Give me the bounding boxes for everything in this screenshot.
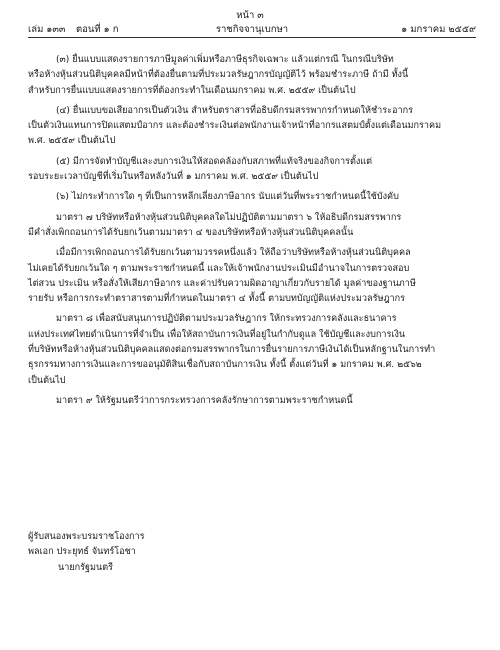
section-8-line-3: ที่บริษัทหรือห้างหุ้นส่วนนิติบุคคลแสดงต่อกรมสรรพากรในการยื่นรายการภาษีเงินได้เป็นหลักฐานในการทำ (28, 345, 436, 356)
section-8-line-2: แห่งประเทศไทยดำเนินการที่จำเป็น เพื่อให้สถาบันการเงินที่อยู่ในกำกับดูแล ใช้บัญชีและงบการเงิน (28, 329, 406, 340)
publication-date: ๑ มกราคม ๒๕๕๙ (401, 24, 476, 35)
clause-6 (28, 190, 476, 205)
section-8 (28, 312, 476, 388)
clause-3-line-1: (๓) ยื่นแบบแสดงรายการภาษีมูลค่าเพิ่มหรือภาษีธุรกิจเฉพาะ แล้วแต่กรณี ในกรณีบริษัท (56, 55, 394, 65)
section-7 (28, 211, 476, 242)
header-divider (28, 37, 476, 38)
section-9-line-1: มาตรา ๙ ให้รัฐมนตรีว่าการกระทรวงการคลังรักษาการตามพระราชกำหนดนี้ (56, 395, 353, 406)
section-7-p2-line-1: เมื่อมีการเพิกถอนการได้รับยกเว้นตามวรรคหนึ่งแล้ว ให้ถือว่าบริษัทหรือห้างหุ้นส่วนนิติบุคคล (56, 248, 411, 259)
clause-4-line-2: เป็นตัวเงินแทนการปิดแสตมป์อากร และต้องชำระเงินต่อพนักงานเจ้าหน้าที่อากรแสตมป์ตั้งแต่เดือนมกราคม (28, 121, 442, 132)
clause-3-line-3: สำหรับการยื่นแบบแสดงรายการที่ต้องกระทำในเดือนมกราคม พ.ศ. ๒๕๕๙ เป็นต้นไป (28, 85, 356, 96)
clause-4-line-1: (๔) ยื่นแบบขอเสียอากรเป็นตัวเงิน สำหรับตราสารที่อธิบดีกรมสรรพากรกำหนดให้ชำระอากร (56, 105, 414, 116)
section-8-line-5: เป็นต้นไป (28, 375, 66, 386)
clause-5-line-1: (๕) มีการจัดทำบัญชีและงบการเงินให้สอดคล้องกับสภาพที่แท้จริงของกิจการตั้งแต่ (56, 156, 373, 167)
section-8-line-4: ธุรกรรมทางการเงินและการขออนุมัติสินเชื่อกับสถาบันการเงิน ทั้งนี้ ตั้งแต่วันที่ ๑ มกราคม พ.ศ. ๒๕๖๒ (28, 360, 422, 371)
signatory-name: พลเอก ประยุทธ์ จันทร์โอชา (28, 547, 136, 558)
clause-6-line-1: (๖) ไม่กระทำการใด ๆ ที่เป็นการหลีกเลี่ยงภาษีอากร นับแต่วันที่พระราชกำหนดนี้ใช้บังคับ (56, 192, 399, 203)
publication-title: ราชกิจจานุเบกษา (215, 24, 289, 35)
countersign-label: ผู้รับสนองพระบรมราชโองการ (28, 532, 145, 542)
signoff-block (28, 530, 145, 576)
gazette-header (28, 22, 476, 36)
section-7-p2-line-2: ไม่เคยได้รับยกเว้นใด ๆ ตามพระราชกำหนดนี้ และให้เจ้าพนักงานประเมินมีอำนาจในการตรวจสอบ (28, 263, 410, 274)
section-7-p2-line-4: รายรับ หรือการกระทำตราสารตามที่กำหนดในมาตรา ๔ ทั้งนี้ ตามบทบัญญัติแห่งประมวลรัษฎากร (28, 294, 406, 305)
signatory-title: นายกรัฐมนตรี (58, 562, 114, 573)
document-body (28, 53, 476, 414)
section-7-paragraph-2 (28, 246, 476, 307)
clause-4 (28, 104, 476, 150)
section-7-line-2: มีคำสั่งเพิกถอนการได้รับยกเว้นตามมาตรา ๔ ของบริษัทหรือห้างหุ้นส่วนนิติบุคคลนั้น (28, 227, 354, 238)
section-label: ตอนที่ ๑ ก (76, 24, 119, 35)
clause-5 (28, 155, 476, 186)
section-7-p2-line-3: ไต่สวน ประเมิน หรือสั่งให้เสียภาษีอากร และค่าปรับความผิดอาญาเกี่ยวกับรายได้ มูลค่าของฐานภาษี (28, 278, 416, 289)
clause-3 (28, 53, 476, 99)
section-8-line-1: มาตรา ๘ เพื่อสนับสนุนการปฏิบัติตามประมวลรัษฎากร ให้กระทรวงการคลังและธนาคาร (56, 314, 397, 325)
page-number: หน้า ๓ (236, 10, 264, 21)
clause-5-line-2: รอบระยะเวลาบัญชีที่เริ่มในหรือหลังวันที่ ๑ มกราคม พ.ศ. ๒๕๕๙ เป็นต้นไป (28, 172, 319, 183)
clause-3-line-2: หรือห้างหุ้นส่วนนิติบุคคลมีหน้าที่ต้องยื่นตามที่ประมวลรัษฎากรบัญญัติไว้ พร้อมชำระภาษี ถ้ามี ทั้งนี้ (28, 70, 409, 81)
section-9 (28, 394, 476, 409)
volume-label: เล่ม ๑๓๓ (28, 24, 66, 35)
clause-4-line-3: พ.ศ. ๒๕๕๙ เป็นต้นไป (28, 136, 116, 147)
section-7-line-1: มาตรา ๗ บริษัทหรือห้างหุ้นส่วนนิติบุคคลใดไม่ปฏิบัติตามมาตรา ๖ ให้อธิบดีกรมสรรพากร (56, 212, 402, 223)
